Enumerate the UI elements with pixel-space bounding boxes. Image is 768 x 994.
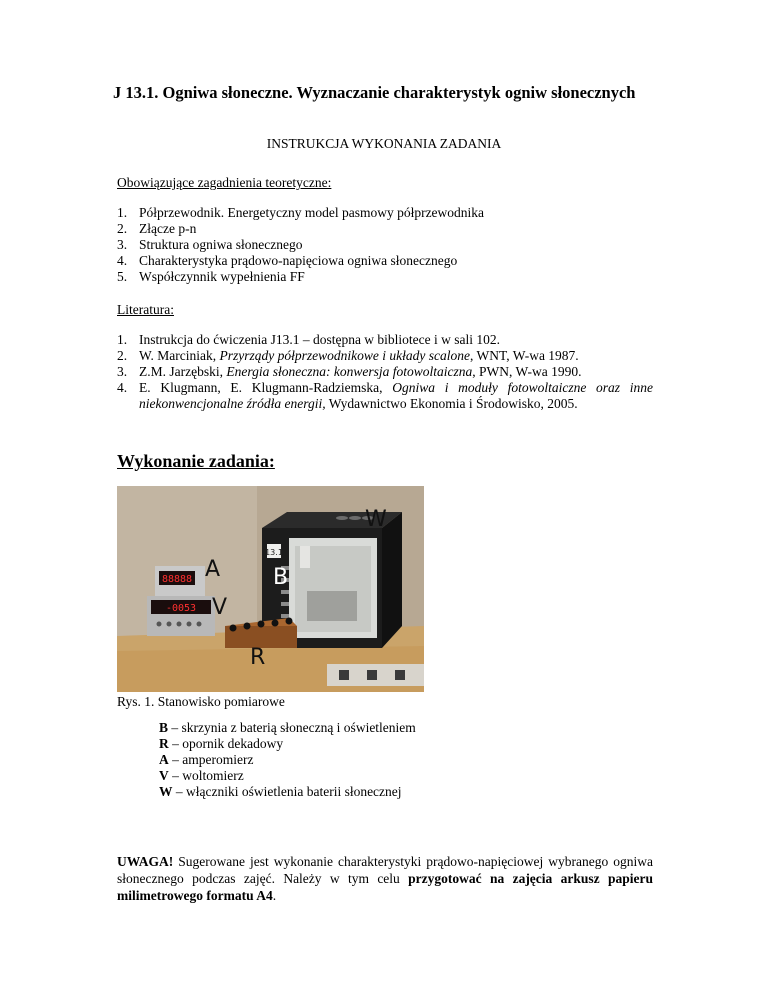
legend-item: B – skrzynia z baterią słoneczną i oświetleniem [159,720,416,735]
label-a: A [205,557,221,582]
figure-legend [159,720,416,800]
label-v: V [212,595,228,620]
label-r: R [250,645,266,670]
list-item: 1. Półprzewodnik. Energetyczny model pasmowy półprzewodnika [117,205,485,220]
list-item: 5. Współczynnik wypełnienia FF [117,269,305,284]
measurement-setup-photo [117,486,424,692]
list-item: 3. Struktura ogniwa słonecznego [117,237,303,252]
svg-text:-0053: -0053 [165,603,197,614]
figure-caption: Rys. 1. Stanowisko pomiarowe [117,694,285,709]
theory-list [117,205,637,285]
list-item: 4. E. Klugmann, E. Klugmann-Radziemska, Ogniwa i moduły fotowoltaiczne oraz inne niekonwencjonalne źródła energii, Wydawnictwo Ekonomia i Środowisko, 2005. [117,380,653,411]
section-heading: Wykonanie zadania: [117,451,275,471]
list-item: 4. Charakterystyka prądowo-napięciowa ogniwa słonecznego [117,253,458,268]
list-item: 1. Instrukcja do ćwiczenia J13.1 – dostępna w bibliotece i w sali 102. [117,332,501,347]
document-subtitle: INSTRUKCJA WYKONANIA ZADANIA [266,136,502,151]
literature-section-label: Literatura: [117,302,174,317]
list-item: 2. W. Marciniak, Przyrządy półprzewodnikowe i układy scalone, WNT, W-wa 1987. [117,348,579,363]
svg-text:13.1: 13.1 [265,548,283,557]
legend-item: V – woltomierz [159,768,244,783]
theory-section-label: Obowiązujące zagadnienia teoretyczne: [117,175,332,190]
legend-item: W – włączniki oświetlenia baterii słonecznej [159,784,402,799]
label-b: B [273,565,289,590]
label-w: W [365,507,387,532]
svg-text:88888: 88888 [161,574,193,585]
legend-item: A – amperomierz [159,752,254,767]
list-item: 2. Złącze p-n [117,221,197,236]
legend-item: R – opornik dekadowy [159,736,284,751]
list-item: 3. Z.M. Jarzębski, Energia słoneczna: konwersja fotowoltaiczna, PWN, W-wa 1990. [117,364,582,379]
document-title: J 13.1. Ogniwa słoneczne. Wyznaczanie charakterystyk ogniw słonecznych [113,83,636,102]
warning-note: UWAGA! Sugerowane jest wykonanie charakterystyki prądowo-napięciowej wybranego ogniwa słonecznego podczas zajęć. Należy w tym celu przygotować na zajęcia arkusz papieru milimetrowego formatu A4. [117,854,653,903]
literature-list [117,332,653,412]
